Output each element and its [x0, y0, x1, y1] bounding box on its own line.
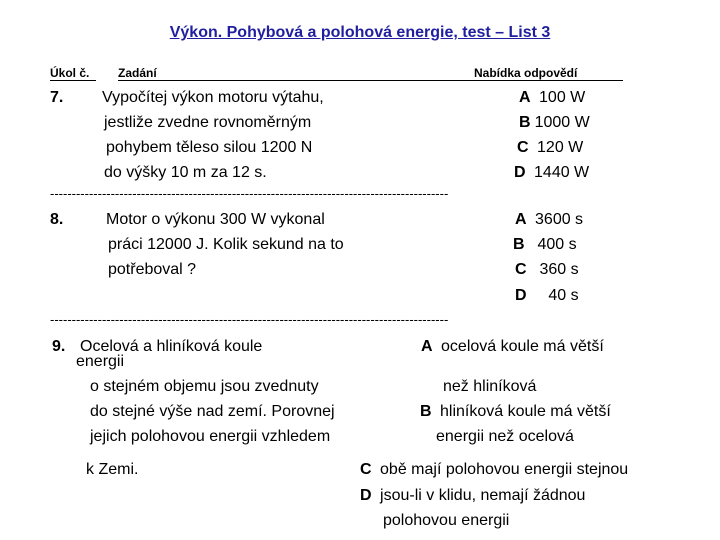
answer-text: 100 W	[539, 89, 586, 106]
answer-letter: C	[515, 261, 527, 278]
answer-text: 3600 s	[535, 211, 584, 228]
answer-option	[519, 89, 585, 107]
answer-option	[515, 261, 579, 279]
answer-option	[515, 211, 583, 229]
question-text-line: do stejné výše nad zemí. Porovnej	[90, 403, 335, 420]
header-underline	[50, 80, 96, 81]
question-number: 8.	[50, 211, 64, 228]
answer-option	[519, 114, 590, 132]
question-text-line: energii	[76, 353, 125, 370]
answer-text: obě mají polohovou energii stejnou	[380, 461, 629, 478]
answer-text: 1440 W	[534, 164, 590, 181]
header-underline	[118, 80, 623, 81]
answer-letter: D	[515, 287, 527, 304]
answer-option	[420, 403, 611, 421]
answer-option	[513, 236, 577, 254]
answer-letter: A	[421, 338, 433, 355]
separator-line: --------------------------------------------------------------------------------------------	[50, 186, 449, 201]
answer-letter: D	[514, 164, 526, 181]
answer-text: ocelová koule má větší	[441, 338, 604, 355]
question-text-line: Vypočítej výkon motoru výtahu,	[102, 89, 324, 106]
question-text-line: Ocelová a hliníková koule	[80, 338, 263, 355]
answer-letter: B	[513, 236, 525, 253]
question-text-line: práci 12000 J. Kolik sekund na to	[108, 236, 344, 253]
answer-text: 360 s	[539, 261, 579, 278]
question-text-line: jestliže zvedne rovnoměrným	[104, 114, 312, 131]
answer-continuation: energii než ocelová	[436, 428, 574, 445]
answer-text: 400 s	[537, 236, 577, 253]
answer-text: 1000 W	[534, 114, 590, 131]
answer-letter: B	[420, 403, 432, 420]
answer-letter: C	[360, 461, 372, 478]
answer-option	[515, 287, 579, 305]
question-text-line: do výšky 10 m za 12 s.	[104, 164, 267, 181]
answer-text: 120 W	[537, 139, 584, 156]
question-text-line: o stejném objemu jsou zvednuty	[90, 378, 319, 395]
answer-text: 40 s	[548, 287, 579, 304]
separator-line: --------------------------------------------------------------------------------------------	[50, 312, 449, 327]
question-text-line: jejich polohovou energii vzhledem	[90, 428, 331, 445]
answer-continuation: polohovou energii	[383, 512, 510, 529]
answer-option	[360, 461, 628, 479]
question-number: 9.	[52, 338, 66, 355]
question-text-line: k Zemi.	[86, 461, 139, 478]
page-title: Výkon. Pohybová a polohová energie, test – List 3	[169, 24, 551, 41]
answer-continuation: než hliníková	[443, 378, 537, 395]
question-number: 7.	[50, 89, 64, 106]
answer-letter: C	[517, 139, 529, 156]
answer-letter: D	[360, 487, 372, 504]
header-task: Zadání	[118, 66, 157, 80]
question-text-line: potřeboval ?	[108, 261, 197, 278]
header-task-number: Úkol č.	[50, 66, 90, 80]
answer-option	[360, 487, 585, 505]
answer-letter: A	[515, 211, 527, 228]
answer-option	[421, 338, 604, 356]
answer-option	[517, 139, 583, 157]
answer-letter: B	[519, 114, 531, 131]
question-text-line: Motor o výkonu 300 W vykonal	[106, 211, 325, 228]
answer-option	[514, 164, 589, 182]
question-text-line: pohybem těleso silou 1200 N	[106, 139, 313, 156]
header-answer-offer: Nabídka odpovědí	[474, 66, 578, 80]
answer-letter: A	[519, 89, 531, 106]
answer-text: jsou-li v klidu, nemají žádnou	[380, 487, 586, 504]
answer-text: hliníková koule má větší	[440, 403, 611, 420]
